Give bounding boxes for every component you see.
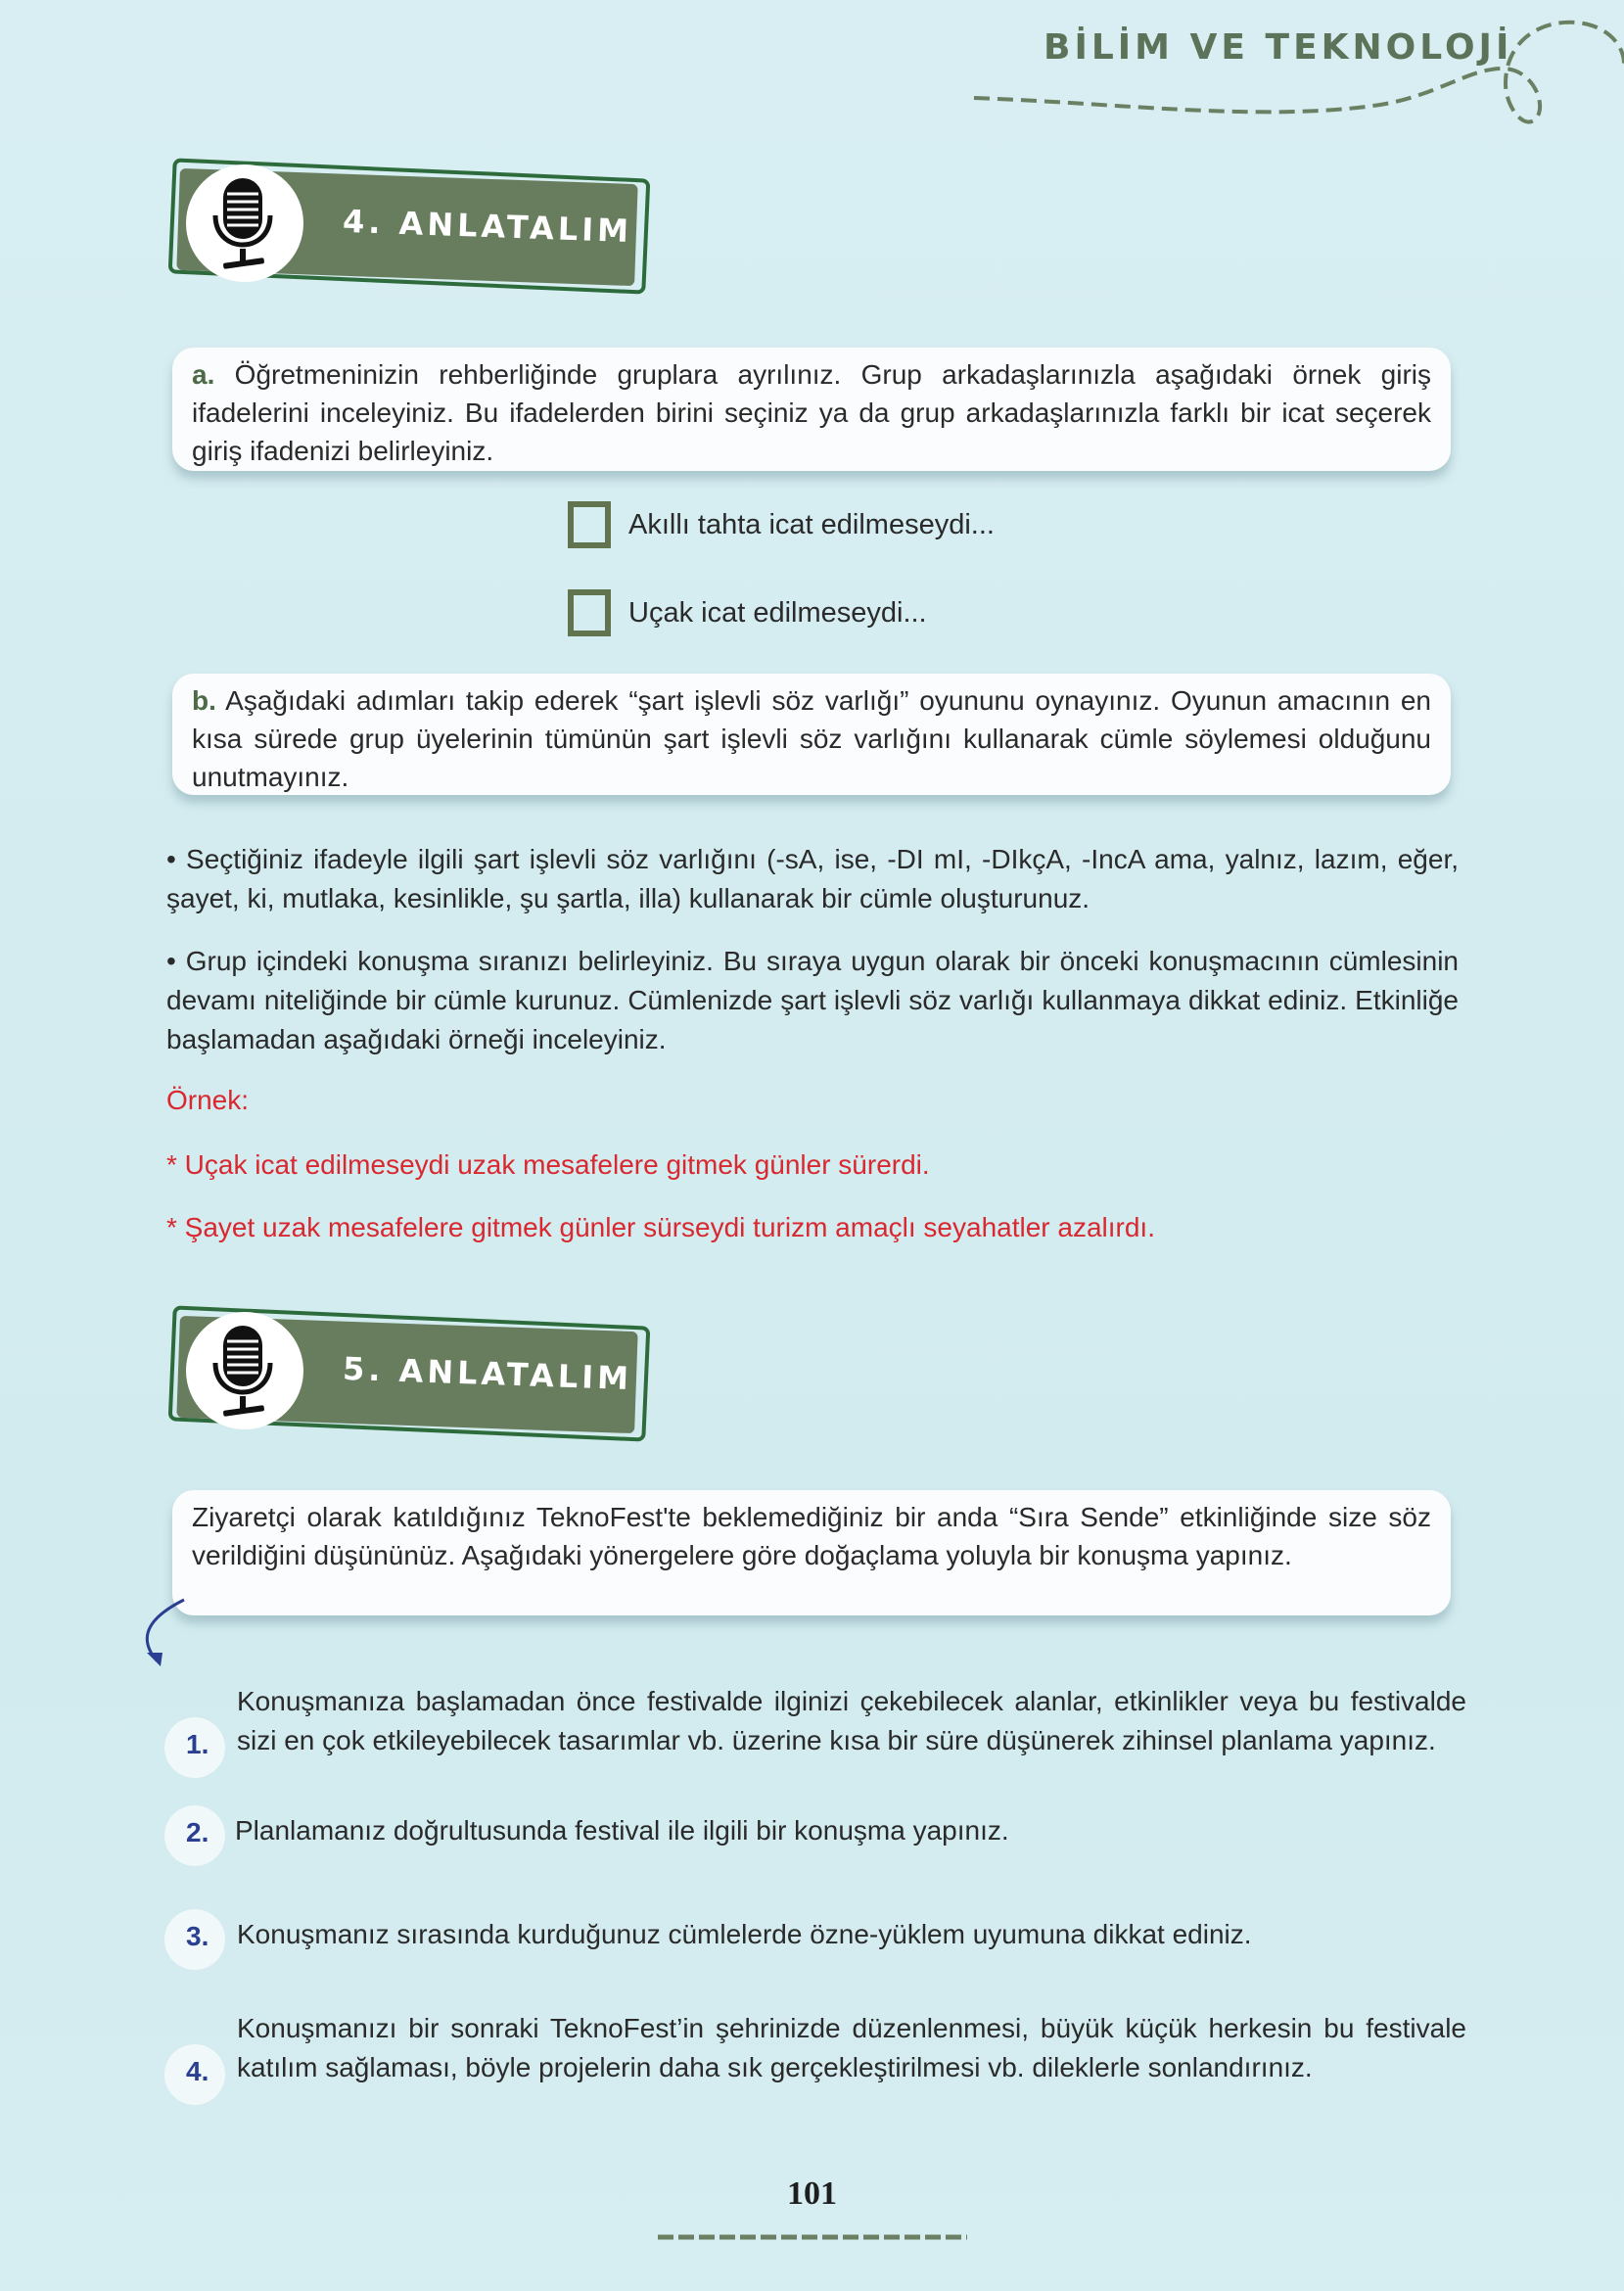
bullet-item: • Grup içindeki konuşma sıranızı belirleyiniz. Bu sıraya uygun olarak bir önceki konuşmacının cümlesinin devamı niteliğinde bir cümle kurunuz. Cümlenizde şart işlevli söz varlığı kullanmaya dikkat ediniz. Etkinliğe başlamadan aşağıdaki örneği inceleyiniz. <box>166 946 1459 1054</box>
scenario-box <box>172 1490 1451 1615</box>
subject-title: BİLİM VE TEKNOLOJİ <box>1044 27 1513 68</box>
step-text: Konuşmanız sırasında kurduğunuz cümlelerde özne-yüklem uyumuna dikkat ediniz. <box>237 1919 1252 1949</box>
curved-arrow-icon <box>133 1596 192 1674</box>
checkbox[interactable] <box>568 589 611 636</box>
option-label: Uçak icat edilmeseydi... <box>628 596 927 629</box>
instruction-a-text: Öğretmeninizin rehberliğinde gruplara ayrılınız. Grup arkadaşlarınızla aşağıdaki örnek giriş ifadelerini inceleyiniz. Bu ifadelerden birini seçiniz ya da grup arkadaşlarınızla farklı bir icat seçerek giriş ifadenizi belirleyiniz. <box>192 359 1431 466</box>
example-label: Örnek: <box>166 1085 250 1115</box>
step-number: 2. <box>186 1817 209 1847</box>
step-number: 3. <box>186 1921 209 1951</box>
step-text: Planlamanız doğrultusunda festival ile ilgili bir konuşma yapınız. <box>235 1815 1009 1846</box>
step-text: Konuşmanıza başlamadan önce festivalde ilginizi çekebilecek alanlar, etkinlikler veya bu festivalde sizi en çok etkileyebilecek tasarımlar vb. üzerine kısa bir süre düşünerek zihinsel planlama yapınız. <box>237 1686 1466 1755</box>
item-letter-b: b. <box>192 685 216 716</box>
page-number-underline <box>658 2232 967 2242</box>
microphone-icon <box>186 164 303 282</box>
example-line: * Uçak icat edilmeseydi uzak mesafelere gitmek günler sürerdi. <box>166 1149 930 1180</box>
scenario-text: Ziyaretçi olarak katıldığınız TeknoFest'te beklemediğiniz bir anda “Sıra Sende” etkinliğinde size söz verildiğini düşününüz. Aşağıdaki yönergelere göre doğaçlama yoluyla bir konuşma yapınız. <box>192 1502 1431 1570</box>
option-smart-board[interactable] <box>568 501 995 548</box>
example-line: * Şayet uzak mesafelere gitmek günler sürseydi turizm amaçlı seyahatler azalırdı. <box>166 1212 1155 1242</box>
instruction-b-text: Aşağıdaki adımları takip ederek “şart işlevli söz varlığı” oyununu oynayınız. Oyunun amacının en kısa sürede grup üyelerinin tümünün şart işlevli söz varlığını kullanarak cümle söylemesi olduğunu unutmayınız. <box>192 685 1431 792</box>
section-5-title: 5. ANLATALIM <box>342 1349 633 1398</box>
step-item-4 <box>164 2009 1466 2127</box>
section-5-banner <box>157 1304 646 1451</box>
item-letter-a: a. <box>192 359 215 390</box>
section-4-title: 4. ANLATALIM <box>342 202 633 251</box>
checkbox[interactable] <box>568 501 611 548</box>
step-item-3 <box>164 1921 1466 1980</box>
dashed-swirl-decoration <box>969 15 1624 132</box>
option-airplane[interactable] <box>568 589 927 636</box>
step-number: 1. <box>186 1729 209 1759</box>
step-item-2 <box>164 1817 1466 1876</box>
option-label: Akıllı tahta icat edilmeseydi... <box>628 508 995 540</box>
instruction-b-box <box>172 674 1451 795</box>
microphone-icon <box>186 1312 303 1429</box>
step-item-1 <box>164 1682 1466 1800</box>
instruction-a-box <box>172 348 1451 471</box>
step-number: 4. <box>186 2056 209 2086</box>
bullet-item: • Seçtiğiniz ifadeyle ilgili şart işlevli söz varlığını (-sA, ise, -DI mI, -DIkçA, -IncA ama, yalnız, lazım, eğer, şayet, ki, mutlaka, kesinlikle, şu şartla, illa) kullanarak bir cümle oluşturunuz. <box>166 844 1459 913</box>
section-4-banner <box>157 157 646 304</box>
page-number: 101 <box>787 2175 837 2212</box>
step-text: Konuşmanızı bir sonraki TeknoFest’in şehrinizde düzenlenmesi, büyük küçük herkesin bu festivale katılım sağlaması, böyle projelerin daha sık gerçekleştirilmesi vb. dileklerle sonlandırınız. <box>237 2013 1466 2082</box>
